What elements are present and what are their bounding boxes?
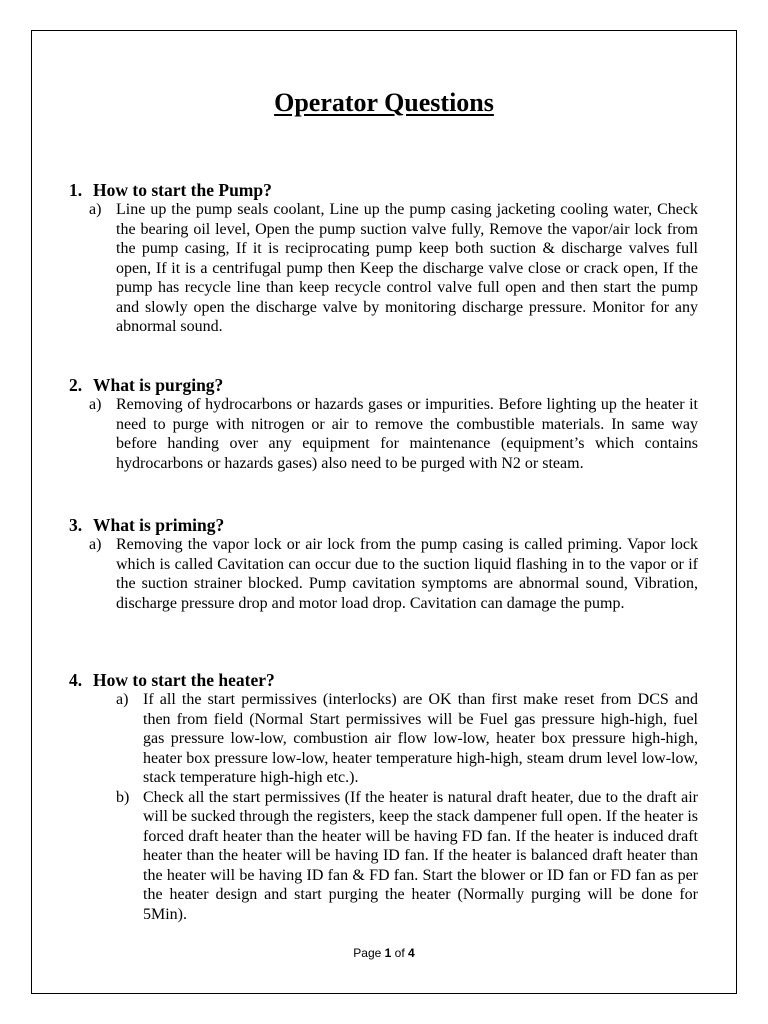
- question-heading: [69, 180, 709, 200]
- answer-label: a): [89, 396, 102, 413]
- answer-label: b): [116, 788, 130, 806]
- question-heading: [69, 670, 709, 690]
- answer-item: [89, 535, 698, 613]
- question-text: What is purging?: [93, 375, 224, 395]
- answer-label: a): [89, 201, 102, 218]
- document-title: Operator Questions: [274, 88, 494, 117]
- answer-label: a): [89, 536, 102, 553]
- answer-text: Removing the vapor lock or air lock from the pump casing is called priming. Vapor lock which is called Cavitation can occur due to the suction liquid flashing in to the vapor or if the suction strainer blocked. Pump cavitation symptoms are abnormal sound, Vibration, discharge pressure drop and motor load drop. Cavitation can damage the pump.: [116, 536, 698, 612]
- page-footer: [0, 946, 768, 960]
- question-text: How to start the heater?: [93, 670, 275, 690]
- page-separator: of: [394, 946, 405, 960]
- answer-text: If all the start permissives (interlocks) are OK than first make reset from DCS and then from field (Normal Start permissives will be Fuel gas pressure high-high, fuel gas pressure low-low, combustion air flow low-low, heater box pressure high-high, heater box pressure low-low, heater temperature high-high, steam drum level low-low, stack temperature high-high etc.).: [143, 691, 698, 786]
- answer-item: [116, 788, 698, 925]
- question-4: [69, 670, 709, 924]
- question-text: How to start the Pump?: [93, 180, 272, 200]
- answer-item: [89, 395, 698, 473]
- answer-text: Line up the pump seals coolant, Line up the pump casing jacketing cooling water, Check the bearing oil level, Open the pump suction valve fully, Remove the vapor/air lock from the pump casing, If it is reciprocating pump keep both suction & discharge valves full open, If it is a centrifugal pump then Keep the discharge valve close or crack open, If the pump has recycle line than keep recycle control valve full open and then start the pump and slowly open the discharge valve by monitoring discharge pressure. Monitor for any abnormal sound.: [116, 201, 698, 335]
- answer-text: Check all the start permissives (If the heater is natural draft heater, due to the draft air will be sucked through the registers, keep the stack dampener full open. If the heater is forced draft heater than the heater will be having FD fan. If the heater is induced draft heater than the heater will be having ID fan. If the heater is balanced draft heater than the heater will be having ID fan & FD fan. Start the blower or ID fan or FD fan as per the heater design and start purging the heater (Normally purging will be done for 5Min).: [143, 788, 698, 923]
- question-1: [69, 180, 709, 337]
- question-number: 3.: [69, 515, 83, 535]
- page-total: 4: [408, 946, 415, 960]
- question-number: 1.: [69, 180, 83, 200]
- answer-item: [89, 200, 698, 337]
- question-number: 2.: [69, 375, 83, 395]
- page-current: 1: [384, 946, 392, 960]
- question-2: [69, 375, 709, 473]
- answer-item: [116, 690, 698, 788]
- question-3: [69, 515, 709, 613]
- answer-label: a): [116, 691, 129, 708]
- question-text: What is priming?: [93, 515, 225, 535]
- question-heading: [69, 375, 709, 395]
- question-heading: [69, 515, 709, 535]
- answer-text: Removing of hydrocarbons or hazards gases or impurities. Before lighting up the heater it need to purge with nitrogen or air to remove the combustible materials. In same way before handing over any equipment for maintenance (equipment’s which contains hydrocarbons or hazards gases) also need to be purged with N2 or steam.: [116, 396, 698, 472]
- question-number: 4.: [69, 670, 83, 690]
- page-prefix: Page: [353, 946, 382, 960]
